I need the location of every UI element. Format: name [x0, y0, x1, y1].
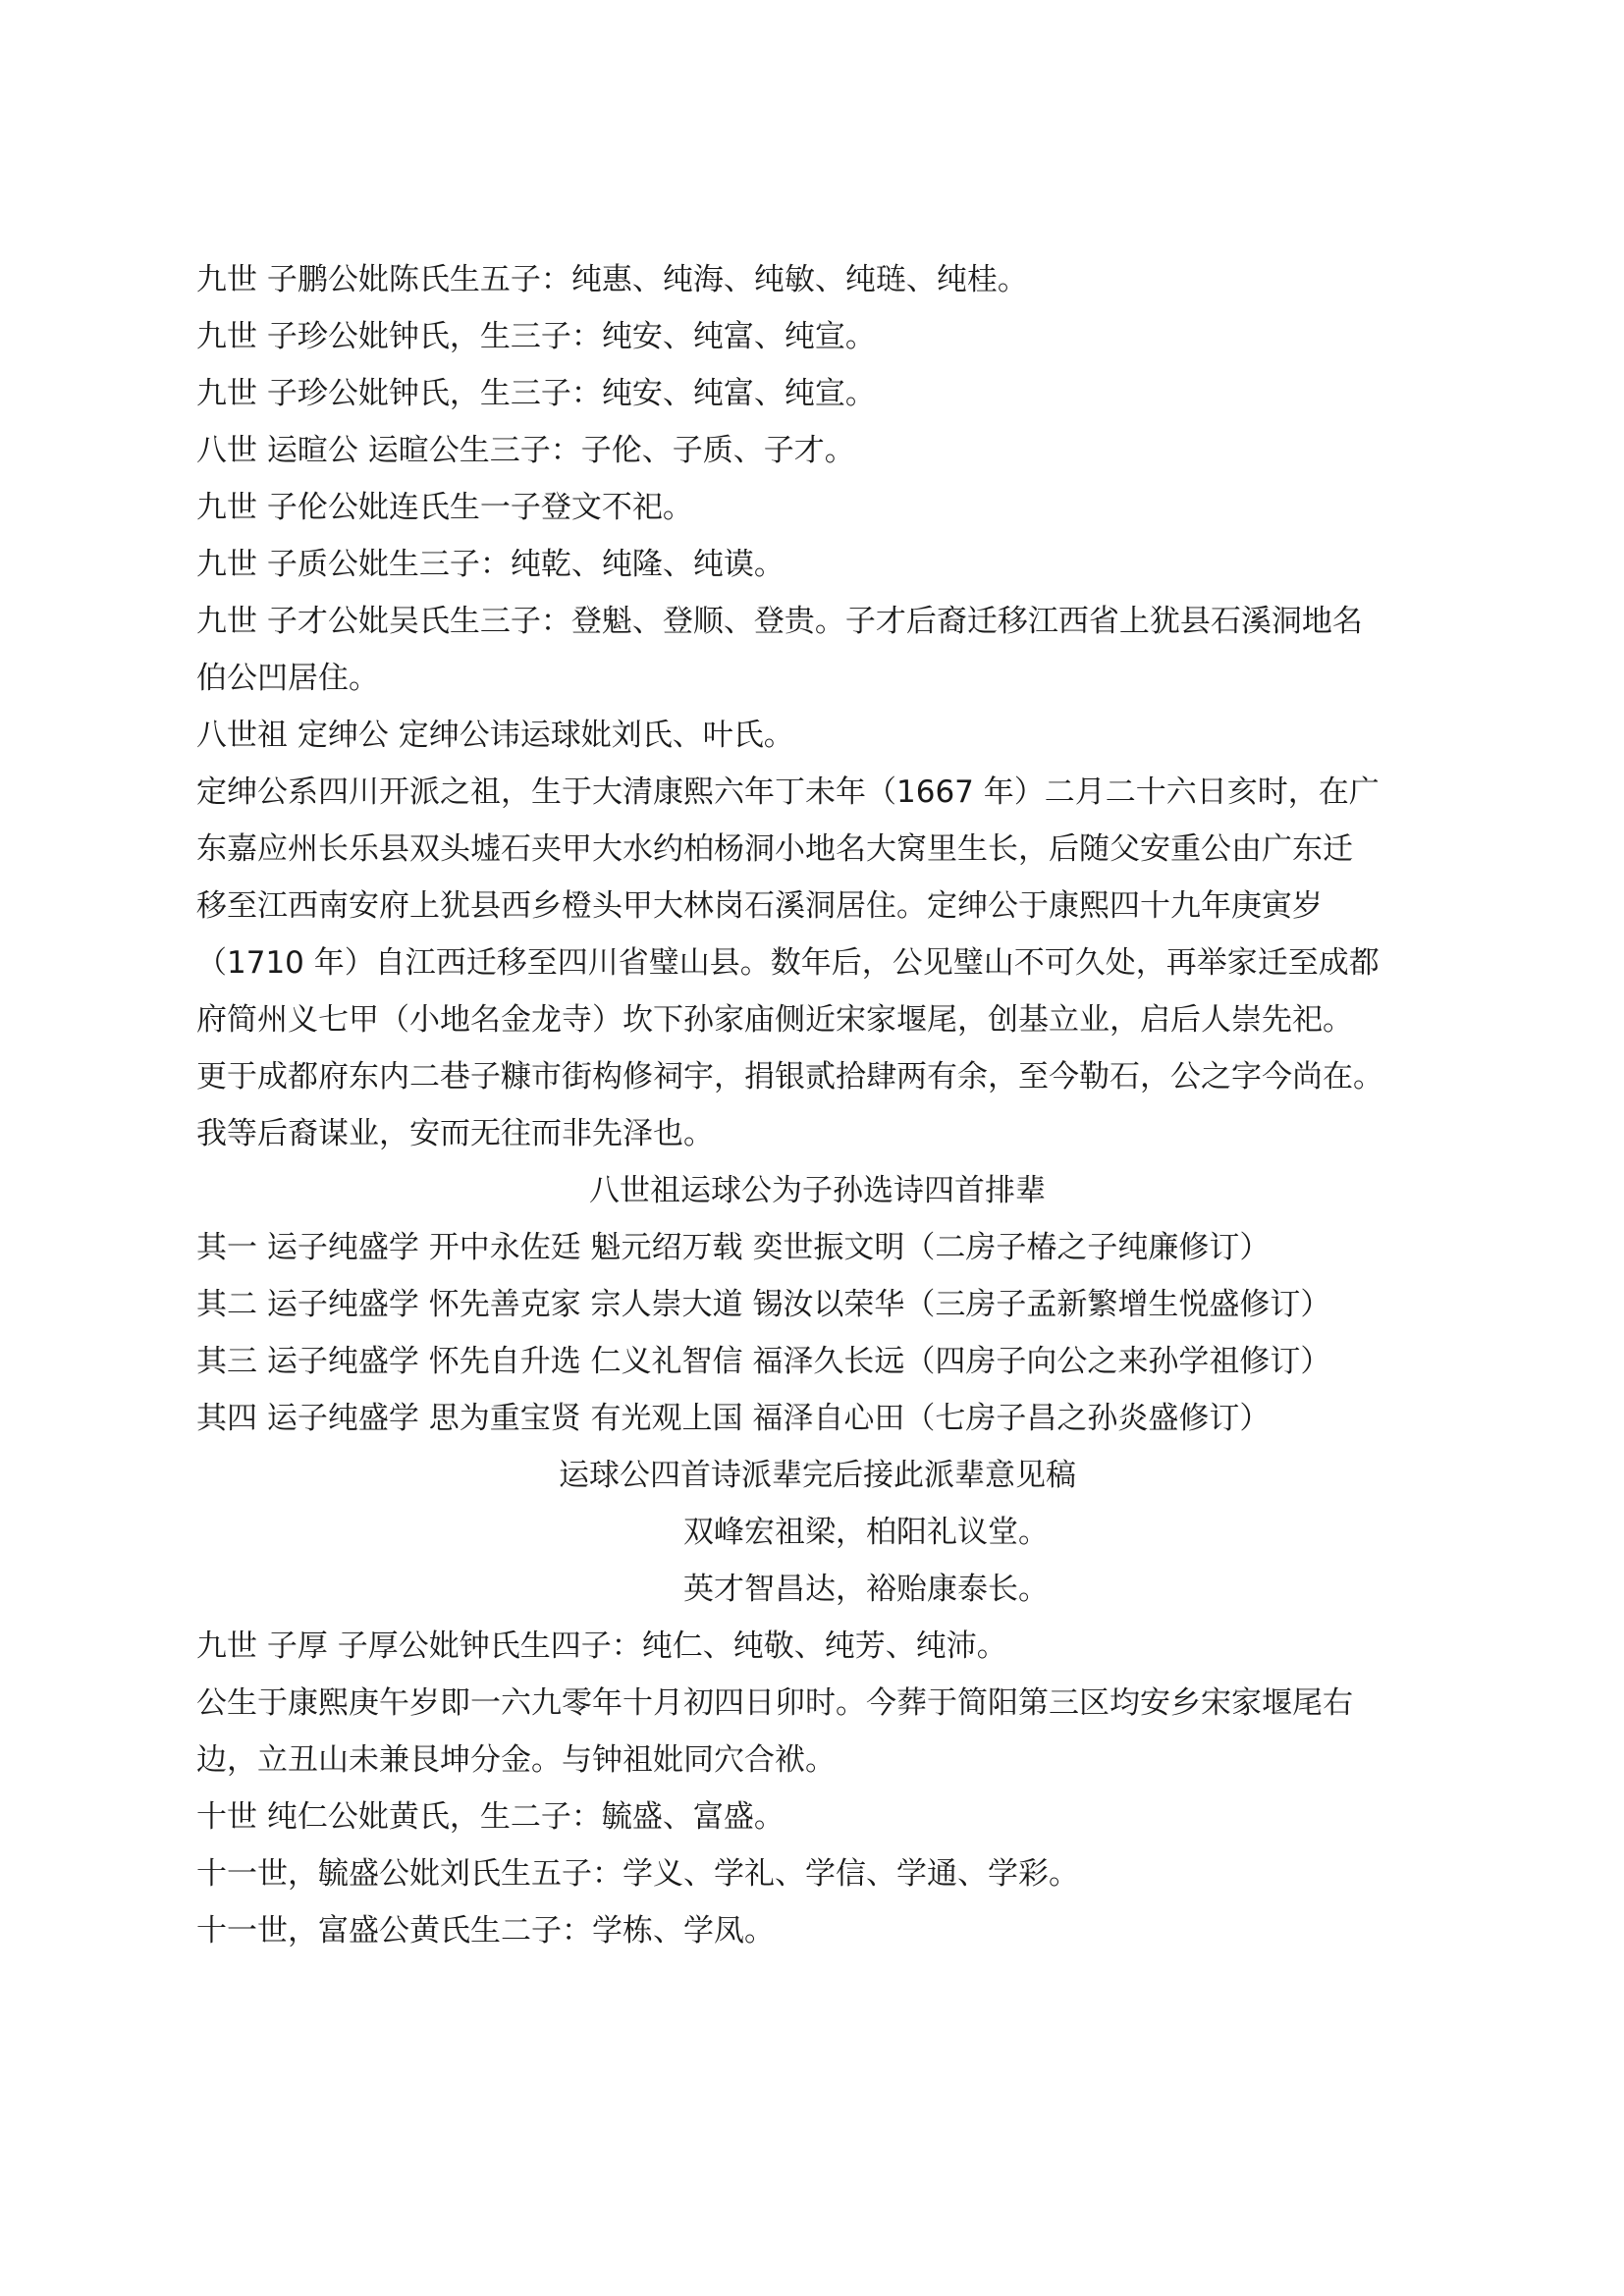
section-header: 八世祖 定绅公 定绅公讳运球妣刘氏、叶氏。 — [196, 718, 794, 753]
draft-title: 运球公四首诗派辈完后接此派辈意见稿 — [559, 1458, 1076, 1493]
paragraph-line: （1710 年）自江西迁移至四川省璧山县。数年后，公见璧山不可久处，再举家迁至成都 — [196, 945, 1380, 981]
paragraph-line: 移至江西南安府上犹县西乡橙头甲大林岗石溪洞居住。定绅公于康熙四十九年庚寅岁 — [196, 888, 1323, 924]
text-line: 八世 运暄公 运暄公生三子：子伦、子质、子才。 — [196, 433, 855, 468]
paragraph-line: 边，立丑山未兼艮坤分金。与钟祖妣同穴合袱。 — [196, 1742, 836, 1778]
poem-line: 其四 运子纯盛学 思为重宝贤 有光观上国 福泽自心田（七房子昌之孙炎盛修订） — [196, 1401, 1271, 1436]
text-line: 九世 子珍公妣钟氏，生三子：纯安、纯富、纯宣。 — [196, 319, 876, 354]
poem-title: 八世祖运球公为子孙选诗四首排辈 — [589, 1173, 1046, 1208]
text-line: 九世 子鹏公妣陈氏生五子：纯惠、纯海、纯敏、纯琏、纯桂。 — [196, 262, 1028, 297]
poem-line: 其一 运子纯盛学 开中永佐廷 魁元绍万载 奕世振文明（二房子椿之子纯廉修订） — [196, 1230, 1271, 1265]
paragraph-line: 府简州义七甲（小地名金龙寺）坎下孙家庙侧近宋家堰尾，创基立业，启后人崇先祀。 — [196, 1002, 1353, 1038]
draft-verse: 英才智昌达，裕贻康泰长。 — [683, 1572, 1049, 1607]
genealogy-text — [196, 251, 1438, 1959]
text-line: 十一世，毓盛公妣刘氏生五子：学义、学礼、学信、学通、学彩。 — [196, 1856, 1079, 1892]
paragraph-line: 定绅公系四川开派之祖，生于大清康熙六年丁未年（1667 年）二月二十六日亥时，在广 — [196, 774, 1380, 810]
paragraph-line: 我等后裔谋业，安而无往而非先泽也。 — [196, 1116, 714, 1151]
text-line: 伯公凹居住。 — [196, 661, 379, 696]
text-line: 十一世，富盛公黄氏生二子：学栋、学凤。 — [196, 1913, 775, 1949]
section-header: 九世 子厚 子厚公妣钟氏生四子：纯仁、纯敬、纯芳、纯沛。 — [196, 1629, 1007, 1664]
poem-line: 其三 运子纯盛学 怀先自升选 仁义礼智信 福泽久长远（四房子向公之来孙学祖修订） — [196, 1344, 1331, 1379]
text-line: 九世 子伦公妣连氏生一子登文不祀。 — [196, 490, 693, 525]
text-line: 九世 子质公妣生三子：纯乾、纯隆、纯谟。 — [196, 547, 785, 582]
text-line: 九世 子才公妣吴氏生三子：登魁、登顺、登贵。子才后裔迁移江西省上犹县石溪洞地名 — [196, 604, 1363, 639]
paragraph-line: 公生于康熙庚午岁即一六九零年十月初四日卯时。今葬于简阳第三区均安乡宋家堰尾右 — [196, 1685, 1353, 1721]
paragraph-line: 更于成都府东内二巷子糠市街构修祠宇，捐银贰拾肆两有余，至今勒石，公之字今尚在。 — [196, 1059, 1383, 1095]
text-line: 十世 纯仁公妣黄氏，生二子：毓盛、富盛。 — [196, 1799, 785, 1835]
poem-line: 其二 运子纯盛学 怀先善克家 宗人崇大道 锡汝以荣华（三房子孟新繁增生悦盛修订） — [196, 1287, 1331, 1322]
text-line: 九世 子珍公妣钟氏，生三子：纯安、纯富、纯宣。 — [196, 376, 876, 411]
draft-verse: 双峰宏祖梁，柏阳礼议堂。 — [683, 1515, 1049, 1550]
paragraph-line: 东嘉应州长乐县双头墟石夹甲大水约柏杨洞小地名大窝里生长，后随父安重公由广东迁 — [196, 831, 1353, 867]
